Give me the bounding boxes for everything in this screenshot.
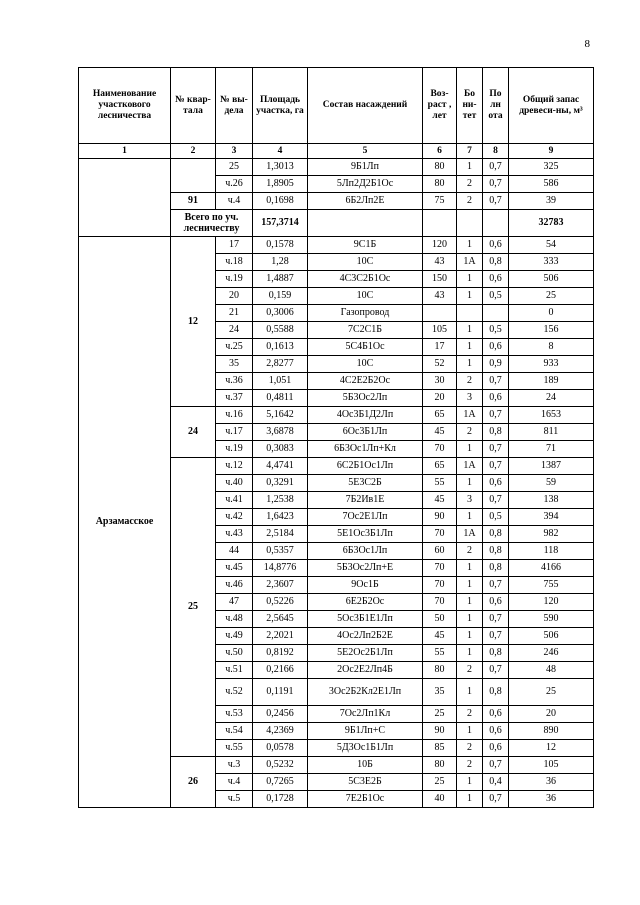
vydel-cell: 17 bbox=[216, 237, 253, 254]
total-area-cell: 157,3714 bbox=[253, 210, 308, 237]
age-cell: 25 bbox=[423, 706, 457, 723]
polnota-cell: 0,8 bbox=[483, 645, 509, 662]
volume-cell: 25 bbox=[509, 288, 594, 305]
polnota-cell: 0,7 bbox=[483, 407, 509, 424]
area-cell: 14,8776 bbox=[253, 560, 308, 577]
vydel-cell: 24 bbox=[216, 322, 253, 339]
vydel-cell: ч.54 bbox=[216, 723, 253, 740]
area-cell: 2,2021 bbox=[253, 628, 308, 645]
composition-cell: 2Ос2Е2Лп4Б bbox=[308, 662, 423, 679]
total-label-cell: Всего по уч. лесничеству bbox=[171, 210, 253, 237]
composition-cell: 6С2Б1Ос1Лп bbox=[308, 458, 423, 475]
age-cell: 30 bbox=[423, 373, 457, 390]
polnota-cell: 0,4 bbox=[483, 774, 509, 791]
volume-cell: 506 bbox=[509, 628, 594, 645]
age-cell: 60 bbox=[423, 543, 457, 560]
bonitet-cell: 1 bbox=[457, 611, 483, 628]
table-row bbox=[79, 159, 594, 176]
area-cell: 1,051 bbox=[253, 373, 308, 390]
vydel-cell: ч.37 bbox=[216, 390, 253, 407]
vydel-cell: ч.12 bbox=[216, 458, 253, 475]
vydel-cell: ч.26 bbox=[216, 176, 253, 193]
area-cell: 1,6423 bbox=[253, 509, 308, 526]
composition-cell: 7Ос2Е1Лп bbox=[308, 509, 423, 526]
age-cell: 43 bbox=[423, 254, 457, 271]
volume-cell: 755 bbox=[509, 577, 594, 594]
vydel-cell: ч.45 bbox=[216, 560, 253, 577]
kvartal-cell: 24 bbox=[171, 407, 216, 458]
vydel-cell: 44 bbox=[216, 543, 253, 560]
area-cell: 0,3006 bbox=[253, 305, 308, 322]
vydel-cell: ч.48 bbox=[216, 611, 253, 628]
area-cell: 0,0578 bbox=[253, 740, 308, 757]
composition-cell: 4С2Е2Б2Ос bbox=[308, 373, 423, 390]
volume-cell: 138 bbox=[509, 492, 594, 509]
volume-cell: 8 bbox=[509, 339, 594, 356]
age-cell: 52 bbox=[423, 356, 457, 373]
age-cell: 70 bbox=[423, 577, 457, 594]
vydel-cell: 20 bbox=[216, 288, 253, 305]
header-cell: Площадь участка, га bbox=[253, 68, 308, 144]
polnota-cell: 0,7 bbox=[483, 757, 509, 774]
composition-cell: 9С1Б bbox=[308, 237, 423, 254]
bonitet-cell: 3 bbox=[457, 390, 483, 407]
vydel-cell: ч.51 bbox=[216, 662, 253, 679]
composition-cell: 5Д3Ос1Б1Лп bbox=[308, 740, 423, 757]
polnota-cell: 0,6 bbox=[483, 339, 509, 356]
vydel-cell: ч.53 bbox=[216, 706, 253, 723]
bonitet-cell: 1 bbox=[457, 577, 483, 594]
polnota-cell: 0,9 bbox=[483, 356, 509, 373]
volume-cell: 25 bbox=[509, 679, 594, 706]
header-cell: Воз-раст , лет bbox=[423, 68, 457, 144]
polnota-cell: 0,8 bbox=[483, 254, 509, 271]
vydel-cell: 25 bbox=[216, 159, 253, 176]
bonitet-cell: 1 bbox=[457, 791, 483, 808]
polnota-cell: 0,7 bbox=[483, 159, 509, 176]
area-cell: 0,5588 bbox=[253, 322, 308, 339]
bonitet-cell: 2 bbox=[457, 424, 483, 441]
kvartal-cell bbox=[171, 159, 216, 193]
bonitet-cell: 2 bbox=[457, 373, 483, 390]
area-cell: 1,28 bbox=[253, 254, 308, 271]
polnota-cell: 0,8 bbox=[483, 679, 509, 706]
composition-cell: 5Лп2Д2Б1Ос bbox=[308, 176, 423, 193]
polnota-cell: 0,8 bbox=[483, 424, 509, 441]
age-cell: 80 bbox=[423, 176, 457, 193]
polnota-cell: 0,7 bbox=[483, 193, 509, 210]
vydel-cell: 21 bbox=[216, 305, 253, 322]
volume-cell: 246 bbox=[509, 645, 594, 662]
volume-cell: 156 bbox=[509, 322, 594, 339]
volume-cell: 811 bbox=[509, 424, 594, 441]
volume-cell: 189 bbox=[509, 373, 594, 390]
age-cell: 80 bbox=[423, 757, 457, 774]
composition-cell: 6Е2Б2Ос bbox=[308, 594, 423, 611]
header-cell: № квар-тала bbox=[171, 68, 216, 144]
vydel-cell: 47 bbox=[216, 594, 253, 611]
vydel-cell: ч.19 bbox=[216, 271, 253, 288]
area-cell: 1,2538 bbox=[253, 492, 308, 509]
composition-cell: 9Б1Лп+С bbox=[308, 723, 423, 740]
bonitet-cell: 1 bbox=[457, 288, 483, 305]
bonitet-cell: 2 bbox=[457, 176, 483, 193]
bonitet-cell: 1 bbox=[457, 339, 483, 356]
polnota-cell: 0,6 bbox=[483, 271, 509, 288]
header-cell: Состав насаждений bbox=[308, 68, 423, 144]
polnota-cell: 0,7 bbox=[483, 611, 509, 628]
vydel-cell: ч.46 bbox=[216, 577, 253, 594]
vydel-cell: ч.18 bbox=[216, 254, 253, 271]
polnota-cell: 0,5 bbox=[483, 288, 509, 305]
volume-cell: 0 bbox=[509, 305, 594, 322]
area-cell: 1,3013 bbox=[253, 159, 308, 176]
bonitet-cell: 1 bbox=[457, 271, 483, 288]
polnota-cell: 0,8 bbox=[483, 560, 509, 577]
table-cell bbox=[423, 210, 457, 237]
table-cell bbox=[308, 210, 423, 237]
bonitet-cell bbox=[457, 305, 483, 322]
composition-cell: 9Ос1Б bbox=[308, 577, 423, 594]
composition-cell: 4Ос3Б1Д2Лп bbox=[308, 407, 423, 424]
page-number: 8 bbox=[584, 38, 590, 50]
composition-cell: 7Б2Ив1Е bbox=[308, 492, 423, 509]
composition-cell: 6Б3Ос1Лп bbox=[308, 543, 423, 560]
table-cell bbox=[483, 210, 509, 237]
age-cell: 90 bbox=[423, 723, 457, 740]
composition-cell: 6Б3Ос1Лп+Кл bbox=[308, 441, 423, 458]
composition-cell: Газопровод bbox=[308, 305, 423, 322]
composition-cell: 5Б3Ос2Лп bbox=[308, 390, 423, 407]
total-volume-cell: 32783 bbox=[509, 210, 594, 237]
bonitet-cell: 1 bbox=[457, 628, 483, 645]
volume-cell: 39 bbox=[509, 193, 594, 210]
bonitet-cell: 1 bbox=[457, 237, 483, 254]
age-cell: 70 bbox=[423, 560, 457, 577]
area-cell: 4,2369 bbox=[253, 723, 308, 740]
vydel-cell: ч.19 bbox=[216, 441, 253, 458]
bonitet-cell: 1 bbox=[457, 723, 483, 740]
polnota-cell: 0,6 bbox=[483, 706, 509, 723]
bonitet-cell: 1 bbox=[457, 441, 483, 458]
vydel-cell: ч.3 bbox=[216, 757, 253, 774]
age-cell: 120 bbox=[423, 237, 457, 254]
age-cell: 55 bbox=[423, 475, 457, 492]
volume-cell: 48 bbox=[509, 662, 594, 679]
volume-cell: 933 bbox=[509, 356, 594, 373]
column-number: 7 bbox=[457, 144, 483, 159]
age-cell: 70 bbox=[423, 526, 457, 543]
composition-cell: 7С2С1Б bbox=[308, 322, 423, 339]
composition-cell: 10Б bbox=[308, 757, 423, 774]
composition-cell: 6Б2Лп2Е bbox=[308, 193, 423, 210]
area-cell: 0,5232 bbox=[253, 757, 308, 774]
age-cell: 65 bbox=[423, 458, 457, 475]
age-cell: 150 bbox=[423, 271, 457, 288]
polnota-cell bbox=[483, 305, 509, 322]
polnota-cell: 0,7 bbox=[483, 373, 509, 390]
age-cell: 90 bbox=[423, 509, 457, 526]
polnota-cell: 0,6 bbox=[483, 740, 509, 757]
area-cell: 0,7265 bbox=[253, 774, 308, 791]
vydel-cell: ч.43 bbox=[216, 526, 253, 543]
volume-cell: 120 bbox=[509, 594, 594, 611]
area-cell: 0,1191 bbox=[253, 679, 308, 706]
bonitet-cell: 2 bbox=[457, 757, 483, 774]
age-cell: 65 bbox=[423, 407, 457, 424]
area-cell: 1,8905 bbox=[253, 176, 308, 193]
composition-cell: 5С3Е2Б bbox=[308, 774, 423, 791]
volume-cell: 890 bbox=[509, 723, 594, 740]
area-cell: 0,159 bbox=[253, 288, 308, 305]
header-cell: № вы-дела bbox=[216, 68, 253, 144]
bonitet-cell: 1 bbox=[457, 645, 483, 662]
vydel-cell: ч.25 bbox=[216, 339, 253, 356]
bonitet-cell: 2 bbox=[457, 543, 483, 560]
polnota-cell: 0,7 bbox=[483, 791, 509, 808]
bonitet-cell: 1 bbox=[457, 560, 483, 577]
area-cell: 0,5357 bbox=[253, 543, 308, 560]
table-header-row bbox=[79, 68, 594, 144]
area-cell: 2,3607 bbox=[253, 577, 308, 594]
age-cell: 17 bbox=[423, 339, 457, 356]
volume-cell: 506 bbox=[509, 271, 594, 288]
volume-cell: 4166 bbox=[509, 560, 594, 577]
age-cell: 35 bbox=[423, 679, 457, 706]
area-cell: 3,6878 bbox=[253, 424, 308, 441]
bonitet-cell: 1А bbox=[457, 407, 483, 424]
kvartal-cell: 91 bbox=[171, 193, 216, 210]
polnota-cell: 0,5 bbox=[483, 322, 509, 339]
age-cell: 105 bbox=[423, 322, 457, 339]
volume-cell: 36 bbox=[509, 774, 594, 791]
polnota-cell: 0,5 bbox=[483, 509, 509, 526]
vydel-cell: ч.36 bbox=[216, 373, 253, 390]
area-cell: 0,1613 bbox=[253, 339, 308, 356]
header-cell: Общий запас древеси-ны, м³ bbox=[509, 68, 594, 144]
age-cell: 85 bbox=[423, 740, 457, 757]
volume-cell: 36 bbox=[509, 791, 594, 808]
vydel-cell: ч.52 bbox=[216, 679, 253, 706]
column-number: 6 bbox=[423, 144, 457, 159]
area-cell: 1,4887 bbox=[253, 271, 308, 288]
vydel-cell: 35 bbox=[216, 356, 253, 373]
bonitet-cell: 2 bbox=[457, 662, 483, 679]
volume-cell: 20 bbox=[509, 706, 594, 723]
bonitet-cell: 1А bbox=[457, 458, 483, 475]
volume-cell: 333 bbox=[509, 254, 594, 271]
volume-cell: 54 bbox=[509, 237, 594, 254]
vydel-cell: ч.40 bbox=[216, 475, 253, 492]
composition-cell: 6Ос3Б1Лп bbox=[308, 424, 423, 441]
age-cell: 50 bbox=[423, 611, 457, 628]
column-number: 2 bbox=[171, 144, 216, 159]
polnota-cell: 0,7 bbox=[483, 458, 509, 475]
polnota-cell: 0,7 bbox=[483, 441, 509, 458]
volume-cell: 12 bbox=[509, 740, 594, 757]
volume-cell: 105 bbox=[509, 757, 594, 774]
polnota-cell: 0,6 bbox=[483, 475, 509, 492]
polnota-cell: 0,6 bbox=[483, 390, 509, 407]
volume-cell: 982 bbox=[509, 526, 594, 543]
bonitet-cell: 1А bbox=[457, 526, 483, 543]
bonitet-cell: 1 bbox=[457, 356, 483, 373]
kvartal-cell: 25 bbox=[171, 458, 216, 757]
polnota-cell: 0,7 bbox=[483, 492, 509, 509]
area-cell: 0,3083 bbox=[253, 441, 308, 458]
polnota-cell: 0,7 bbox=[483, 628, 509, 645]
bonitet-cell: 1 bbox=[457, 159, 483, 176]
area-cell: 2,5645 bbox=[253, 611, 308, 628]
volume-cell: 590 bbox=[509, 611, 594, 628]
age-cell: 45 bbox=[423, 424, 457, 441]
composition-cell: 10С bbox=[308, 356, 423, 373]
composition-cell: 5Ос3Б1Е1Лп bbox=[308, 611, 423, 628]
vydel-cell: ч.17 bbox=[216, 424, 253, 441]
volume-cell: 71 bbox=[509, 441, 594, 458]
polnota-cell: 0,8 bbox=[483, 543, 509, 560]
age-cell: 70 bbox=[423, 441, 457, 458]
kvartal-cell: 26 bbox=[171, 757, 216, 808]
age-cell: 80 bbox=[423, 662, 457, 679]
age-cell: 20 bbox=[423, 390, 457, 407]
composition-cell: 5Е1Ос3Б1Лп bbox=[308, 526, 423, 543]
column-number: 8 bbox=[483, 144, 509, 159]
area-cell: 2,8277 bbox=[253, 356, 308, 373]
volume-cell: 59 bbox=[509, 475, 594, 492]
header-cell: Наименование участкового лесничества bbox=[79, 68, 171, 144]
bonitet-cell: 2 bbox=[457, 740, 483, 757]
age-cell: 45 bbox=[423, 628, 457, 645]
column-number: 1 bbox=[79, 144, 171, 159]
forestry-name-cell: Арзамасское bbox=[79, 237, 171, 808]
bonitet-cell: 1 bbox=[457, 322, 483, 339]
vydel-cell: ч.4 bbox=[216, 774, 253, 791]
vydel-cell: ч.49 bbox=[216, 628, 253, 645]
vydel-cell: ч.50 bbox=[216, 645, 253, 662]
age-cell: 55 bbox=[423, 645, 457, 662]
area-cell: 0,2456 bbox=[253, 706, 308, 723]
composition-cell: 3Ос2Б2Кл2Е1Лп bbox=[308, 679, 423, 706]
column-number: 4 bbox=[253, 144, 308, 159]
volume-cell: 1387 bbox=[509, 458, 594, 475]
age-cell bbox=[423, 305, 457, 322]
area-cell: 0,8192 bbox=[253, 645, 308, 662]
table-body bbox=[79, 159, 594, 808]
forest-plot-table bbox=[78, 67, 594, 808]
bonitet-cell: 1А bbox=[457, 254, 483, 271]
area-cell: 0,1578 bbox=[253, 237, 308, 254]
age-cell: 40 bbox=[423, 791, 457, 808]
volume-cell: 118 bbox=[509, 543, 594, 560]
composition-cell: 5Б3Ос2Лп+Е bbox=[308, 560, 423, 577]
age-cell: 70 bbox=[423, 594, 457, 611]
area-cell: 0,3291 bbox=[253, 475, 308, 492]
bonitet-cell: 1 bbox=[457, 594, 483, 611]
volume-cell: 325 bbox=[509, 159, 594, 176]
bonitet-cell: 2 bbox=[457, 706, 483, 723]
bonitet-cell: 1 bbox=[457, 679, 483, 706]
bonitet-cell: 1 bbox=[457, 475, 483, 492]
composition-cell: 10С bbox=[308, 288, 423, 305]
composition-cell: 5Е3С2Б bbox=[308, 475, 423, 492]
vydel-cell: ч.42 bbox=[216, 509, 253, 526]
polnota-cell: 0,8 bbox=[483, 526, 509, 543]
volume-cell: 394 bbox=[509, 509, 594, 526]
column-number: 9 bbox=[509, 144, 594, 159]
age-cell: 80 bbox=[423, 159, 457, 176]
age-cell: 43 bbox=[423, 288, 457, 305]
column-number-row bbox=[79, 144, 594, 159]
area-cell: 5,1642 bbox=[253, 407, 308, 424]
column-number: 3 bbox=[216, 144, 253, 159]
area-cell: 2,5184 bbox=[253, 526, 308, 543]
vydel-cell: ч.41 bbox=[216, 492, 253, 509]
vydel-cell: ч.55 bbox=[216, 740, 253, 757]
polnota-cell: 0,6 bbox=[483, 237, 509, 254]
composition-cell: 5Е2Ос2Б1Лп bbox=[308, 645, 423, 662]
composition-cell: 7Е2Б1Ос bbox=[308, 791, 423, 808]
volume-cell: 1653 bbox=[509, 407, 594, 424]
bonitet-cell: 2 bbox=[457, 193, 483, 210]
area-cell: 0,2166 bbox=[253, 662, 308, 679]
polnota-cell: 0,6 bbox=[483, 723, 509, 740]
bonitet-cell: 1 bbox=[457, 774, 483, 791]
composition-cell: 4С3С2Б1Ос bbox=[308, 271, 423, 288]
composition-cell: 5С4Б1Ос bbox=[308, 339, 423, 356]
area-cell: 0,5226 bbox=[253, 594, 308, 611]
area-cell: 0,4811 bbox=[253, 390, 308, 407]
age-cell: 75 bbox=[423, 193, 457, 210]
composition-cell: 10С bbox=[308, 254, 423, 271]
header-cell: По лн ота bbox=[483, 68, 509, 144]
composition-cell: 4Ос2Лп2Б2Е bbox=[308, 628, 423, 645]
kvartal-cell: 12 bbox=[171, 237, 216, 407]
forestry-name-cell bbox=[79, 159, 171, 237]
area-cell: 0,1698 bbox=[253, 193, 308, 210]
vydel-cell: ч.16 bbox=[216, 407, 253, 424]
table-row bbox=[79, 237, 594, 254]
area-cell: 0,1728 bbox=[253, 791, 308, 808]
area-cell: 4,4741 bbox=[253, 458, 308, 475]
bonitet-cell: 3 bbox=[457, 492, 483, 509]
composition-cell: 9Б1Лп bbox=[308, 159, 423, 176]
polnota-cell: 0,7 bbox=[483, 662, 509, 679]
vydel-cell: ч.4 bbox=[216, 193, 253, 210]
composition-cell: 7Ос2Лп1Кл bbox=[308, 706, 423, 723]
column-number: 5 bbox=[308, 144, 423, 159]
polnota-cell: 0,7 bbox=[483, 577, 509, 594]
table-cell bbox=[457, 210, 483, 237]
vydel-cell: ч.5 bbox=[216, 791, 253, 808]
polnota-cell: 0,7 bbox=[483, 176, 509, 193]
volume-cell: 586 bbox=[509, 176, 594, 193]
header-cell: Бо ни-тет bbox=[457, 68, 483, 144]
polnota-cell: 0,6 bbox=[483, 594, 509, 611]
age-cell: 25 bbox=[423, 774, 457, 791]
volume-cell: 24 bbox=[509, 390, 594, 407]
age-cell: 45 bbox=[423, 492, 457, 509]
bonitet-cell: 1 bbox=[457, 509, 483, 526]
